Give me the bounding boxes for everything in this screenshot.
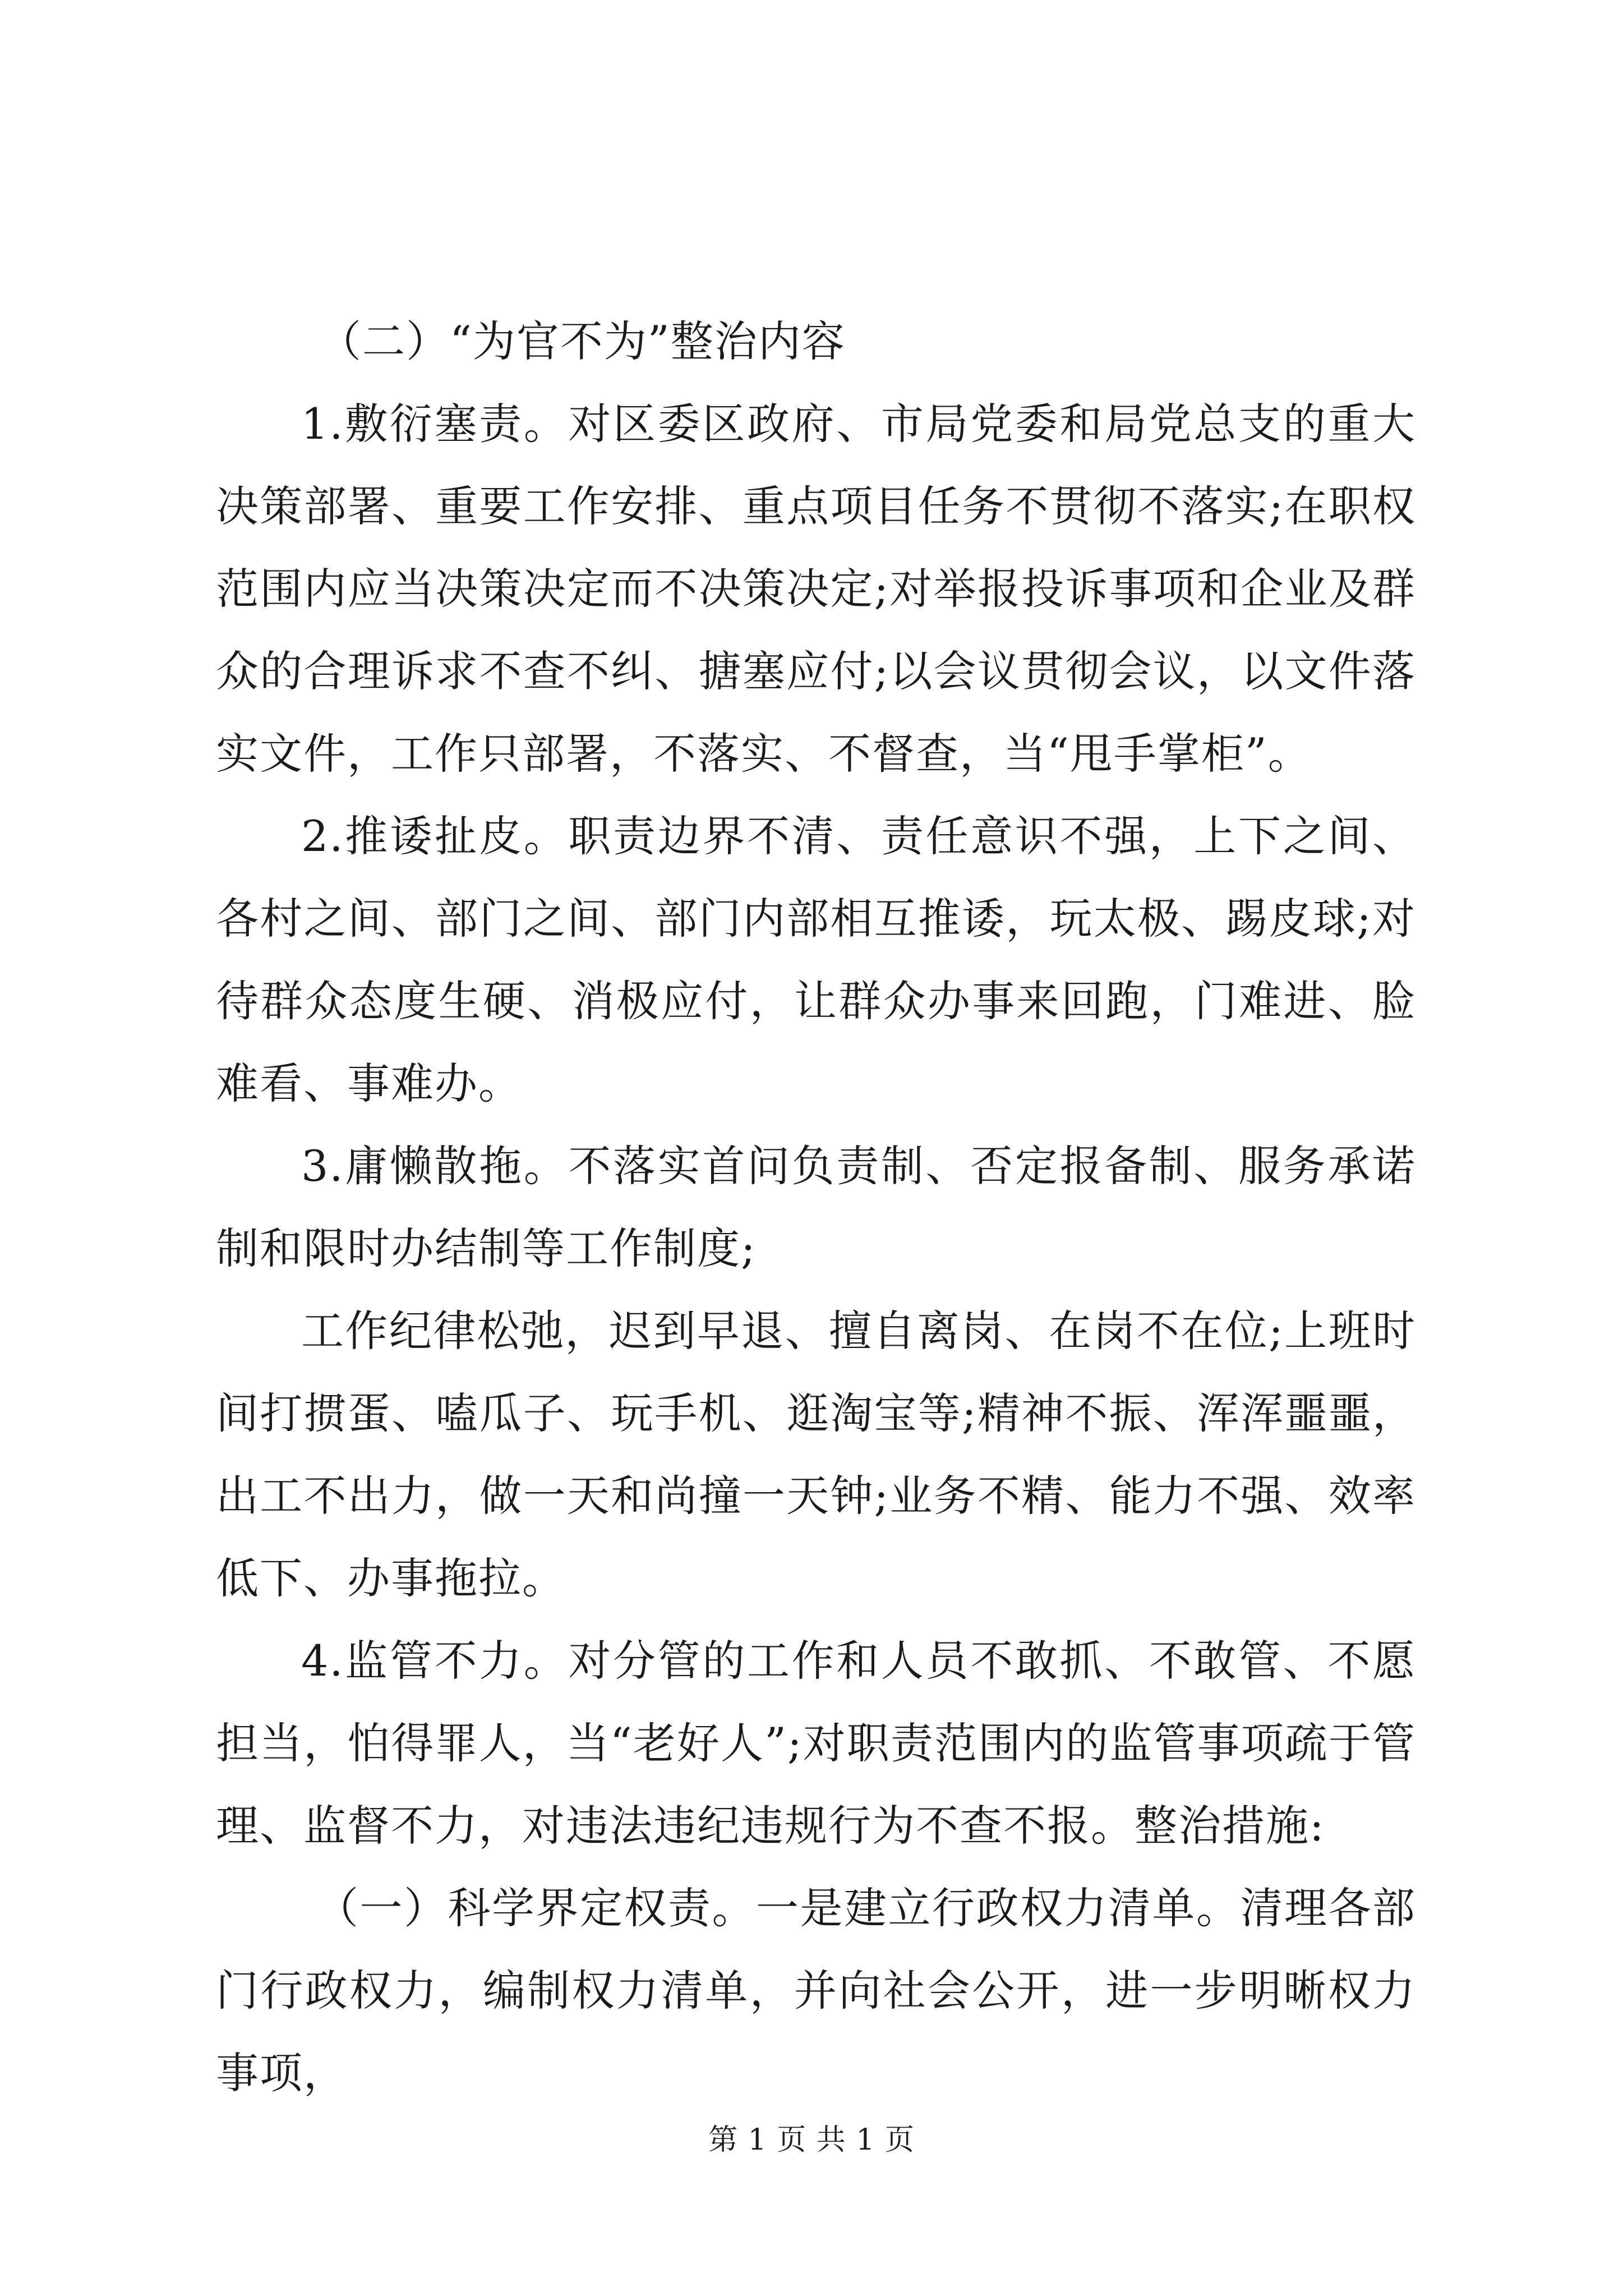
paragraph-item-1: 1.敷衍塞责。对区委区政府、市局党委和局党总支的重大决策部署、重要工作安排、重点项目任务不贯彻不落实;在职权范围内应当决策决定而不决策决定;对举报投诉事项和企业及群众的合理诉求不查不纠、搪塞应付;以会议贯彻会议，以文件落实文件，工作只部署，不落实、不督查，当“甩手掌柜”。 bbox=[216, 399, 1416, 779]
page-number-label: 第 1 页 共 1 页 bbox=[708, 2123, 915, 2157]
paragraph-item-2: 2.推诿扯皮。职责边界不清、责任意识不强，上下之间、各村之间、部门之间、部门内部相互推诿，玩太极、踢皮球;对待群众态度生硬、消极应付，让群众办事来回跑，门难进、脸难看、事难办。 bbox=[216, 811, 1416, 1108]
section-heading: （二）“为官不为”整治内容 bbox=[319, 316, 846, 366]
document-body bbox=[216, 300, 1416, 2114]
paragraph-measures: （一）科学界定权责。一是建立行政权力清单。清理各部门行政权力，编制权力清单，并向社会公开，进一步明晰权力事项， bbox=[216, 1883, 1416, 2098]
page-footer bbox=[0, 2120, 1623, 2160]
paragraph-item-4: 4.监管不力。对分管的工作和人员不敢抓、不敢管、不愿担当，怕得罪人，当“老好人”;对职责范围内的监管事项疏于管理、监督不力，对违法违纪违规行为不查不报。整治措施: bbox=[216, 1636, 1416, 1851]
paragraph-item-3: 3.庸懒散拖。不落实首问负责制、否定报备制、服务承诺制和限时办结制等工作制度; bbox=[216, 1141, 1416, 1273]
paragraph-item-3-continued: 工作纪律松弛，迟到早退、擅自离岗、在岗不在位;上班时间打掼蛋、嗑瓜子、玩手机、逛淘宝等;精神不振、浑浑噩噩，出工不出力，做一天和尚撞一天钟;业务不精、能力不强、效率低下、办事拖拉。 bbox=[216, 1306, 1416, 1603]
